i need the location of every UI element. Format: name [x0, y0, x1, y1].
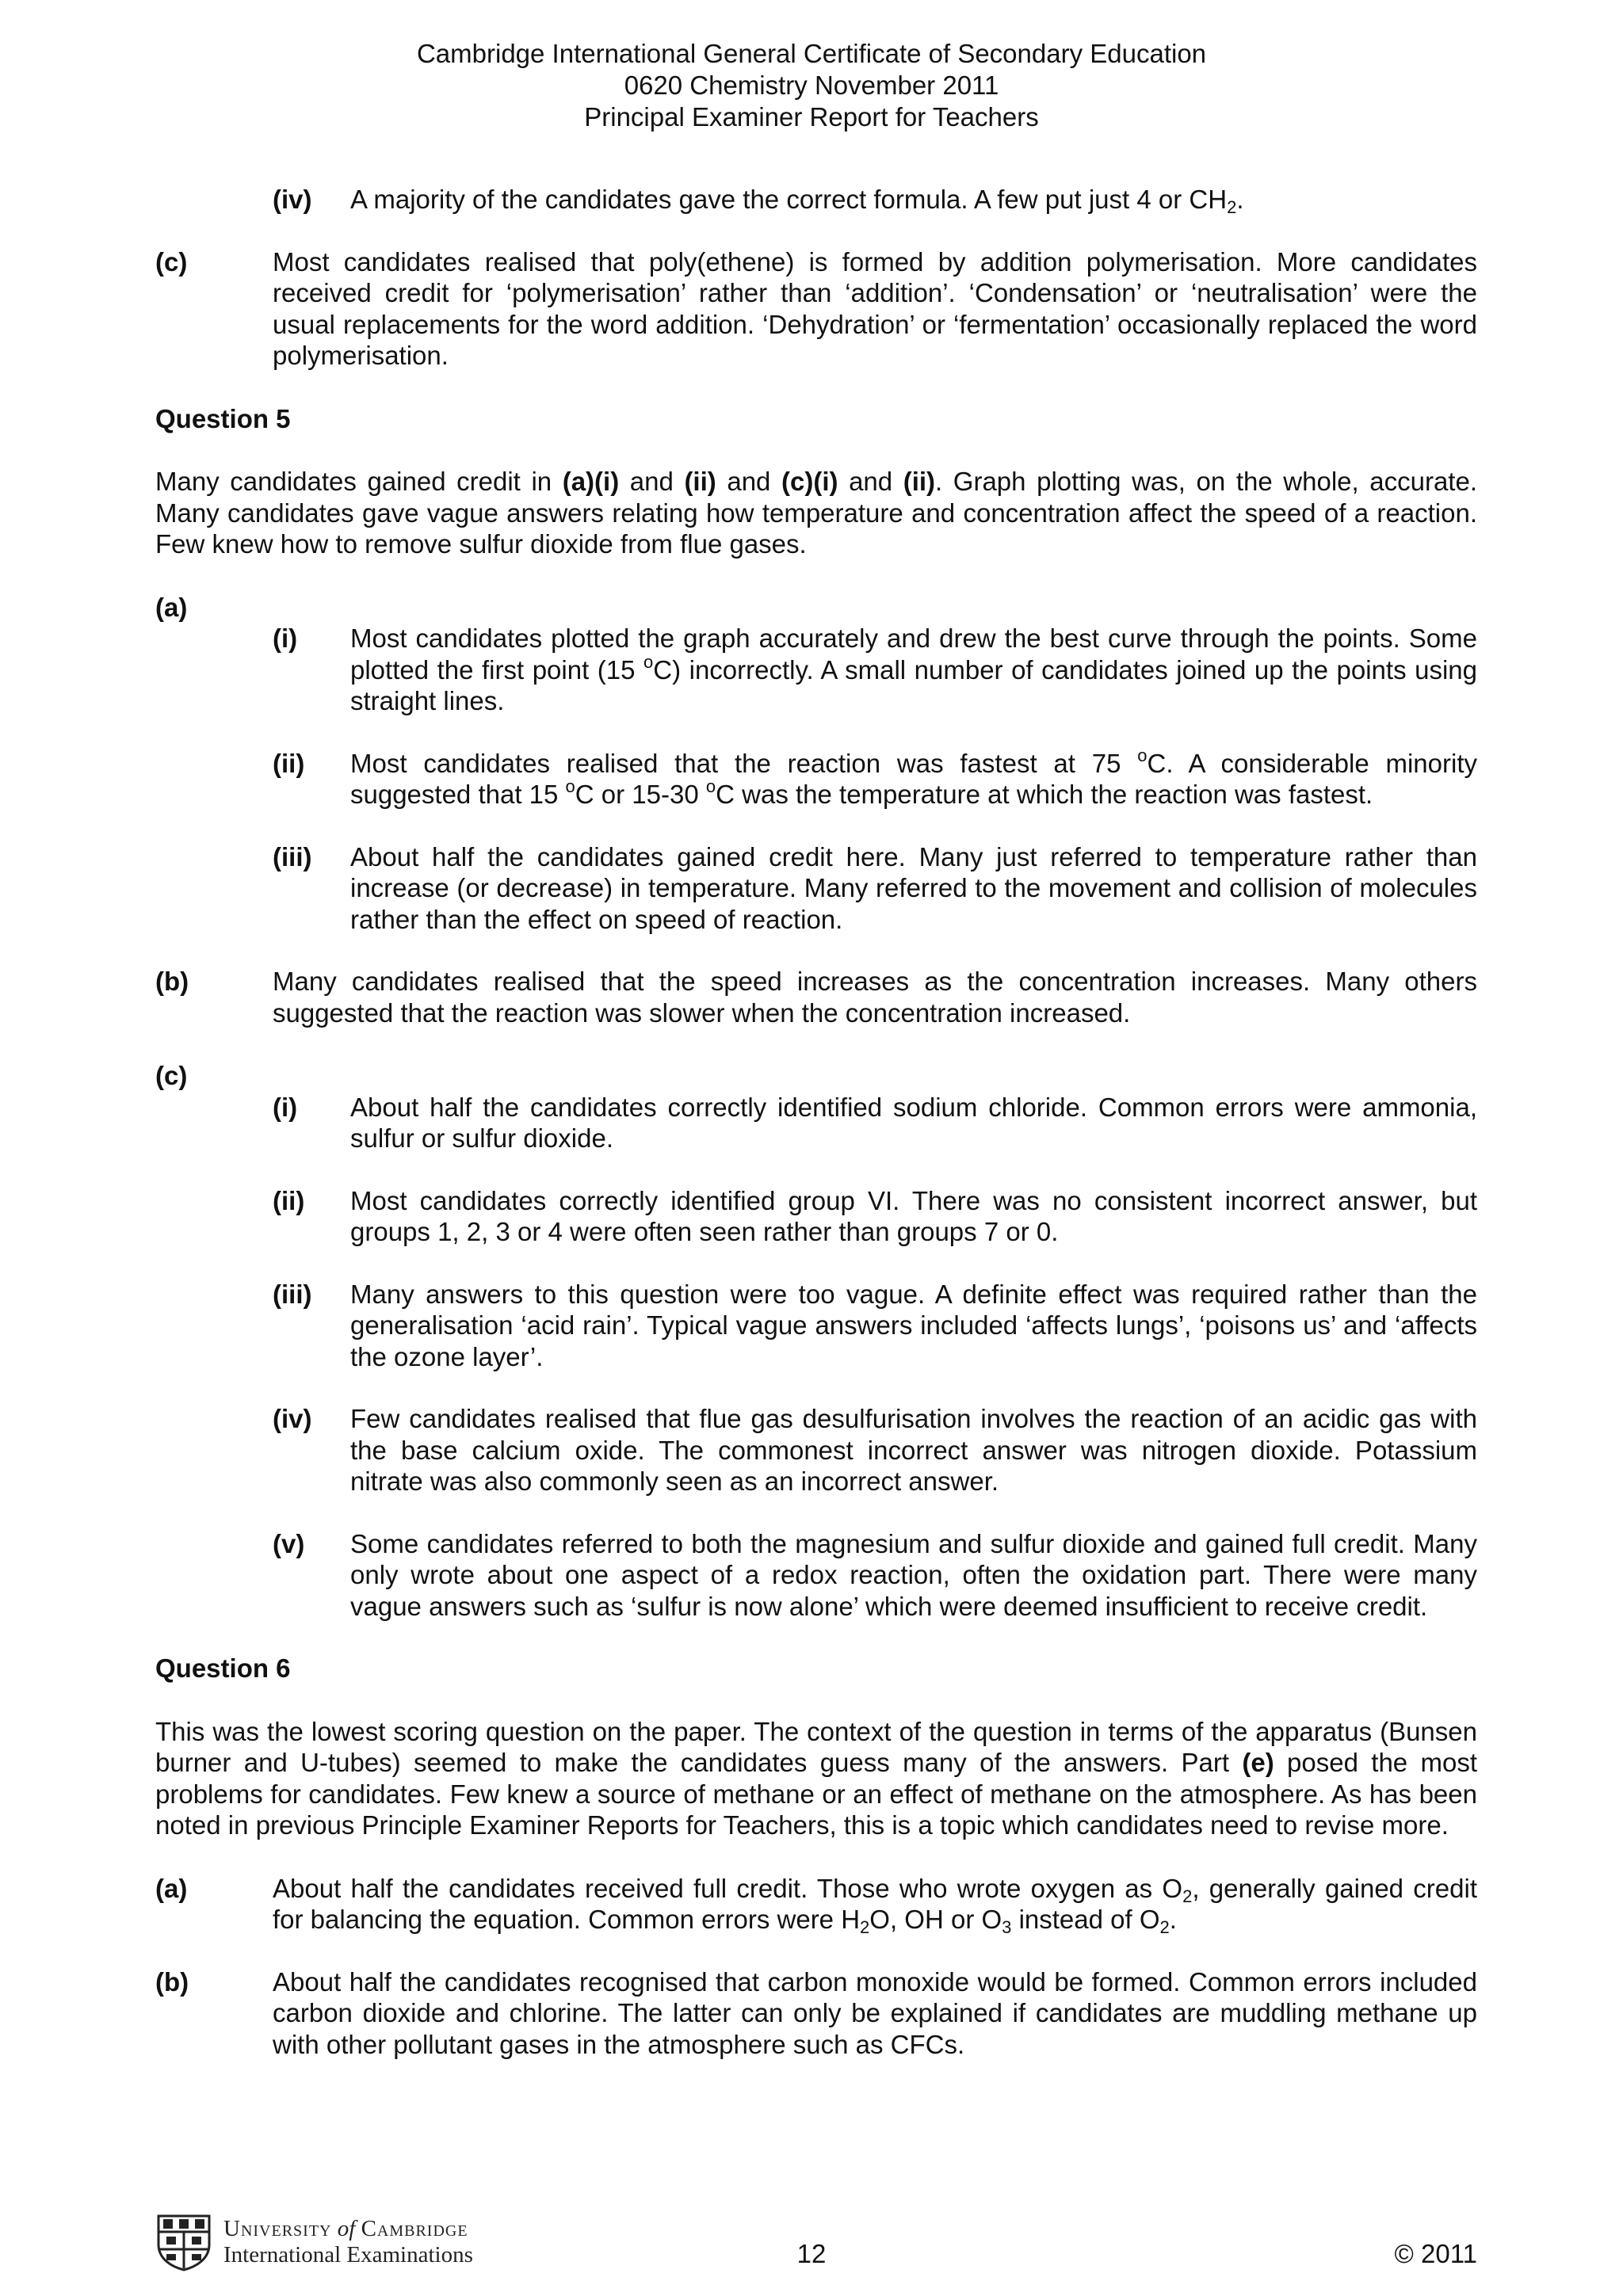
item-label: (v): [273, 1528, 305, 1558]
item-label: (iv): [273, 185, 312, 214]
q5-c-ii: [155, 1185, 1477, 1248]
q5-c-i: [155, 1092, 1477, 1154]
item-label: (iv): [273, 1404, 312, 1433]
item-text: Most candidates plotted the graph accurately and drew the best curve through the points. Some plotted the first point (15 $^o$C) incorrectly. A small number of candidates joined up the points using straight lines.: [350, 624, 1477, 715]
item-label: (ii): [273, 1185, 305, 1215]
item-text: Most candidates realised that poly(ethene) is formed by addition polymerisation. More candidates received credit for ‘polymerisation’ rather than ‘addition’. ‘Condensation’ or ‘neutralisation’ were the usual replacements for the word addition. ‘Dehydration’ or ‘fermentation’ occasionally replaced the word polymerisation.: [273, 246, 1477, 370]
q6-a: [155, 1873, 1477, 1936]
item-label: (b): [155, 1966, 189, 1997]
item-label: (iii): [273, 841, 312, 871]
question-6-heading: Question 6: [155, 1653, 291, 1683]
item-label: (ii): [273, 748, 305, 778]
item-text: About half the candidates recognised that carbon monoxide would be formed. Common errors included carbon dioxide and chlorine. The latter can only be explained if candidates are muddling methane up with other pollutant gases in the atmosphere such as CFCs.: [273, 1966, 1477, 2059]
item-label: (i): [273, 1092, 298, 1122]
q4-b-iv: [155, 184, 1477, 215]
header-line-2: 0620 Chemistry November 2011: [624, 71, 999, 100]
item-text: Some candidates referred to both the magnesium and sulfur dioxide and gained full credit. Many only wrote about one aspect of a redox reaction, often the oxidation part. There were many vague answers such as ‘sulfur is now alone’ which were deemed insufficient to receive credit.: [350, 1528, 1477, 1621]
item-label: (b): [155, 967, 189, 996]
q5-c-iv: [155, 1403, 1477, 1497]
q5-c-v: [155, 1528, 1477, 1623]
item-text: About half the candidates correctly identified sodium chloride. Common errors were ammonia, sulfur or sulfur dioxide.: [350, 1092, 1477, 1153]
q5-intro: Many candidates gained credit in (a)(i) and (ii) and (c)(i) and (ii). Graph plotting was, on the whole, accurate. Many candidates gave vague answers relating how temperature and concentration affect the speed of a reaction. Few knew how to remove sulfur dioxide from flue gases.: [155, 467, 1477, 559]
item-label: (a): [155, 1873, 188, 1903]
page-number: 12: [796, 2239, 827, 2268]
q5-c-iii: [155, 1279, 1477, 1373]
q5-a: [155, 592, 1477, 624]
q4-c: [155, 246, 1477, 372]
q5-a-iii: [155, 841, 1477, 936]
q6-b: [155, 1966, 1477, 2061]
question-5-heading: Question 5: [155, 403, 291, 433]
header-line-3: Principal Examiner Report for Teachers: [584, 102, 1039, 132]
item-label: (c): [155, 246, 188, 277]
item-text: About half the candidates received full credit. Those who wrote oxygen as $O_2$, generally gained credit for balancing the equation. Common errors were $H_2O$, OH or $O_3$ instead of $O_2$.: [273, 1873, 1477, 1937]
item-label: (a): [155, 592, 188, 622]
logo-line-1: University of Cambridge: [223, 2216, 468, 2241]
page-header: [0, 38, 1623, 133]
item-text: Many candidates realised that the speed increases as the concentration increases. Many others suggested that the reaction was slower when the concentration increased.: [273, 967, 1477, 1028]
item-text: Most candidates correctly identified group VI. There was no consistent incorrect answer, but groups 1, 2, 3 or 4 were often seen rather than groups 7 or 0.: [350, 1185, 1477, 1246]
item-text: Few candidates realised that flue gas desulfurisation involves the reaction of an acidic gas with the base calcium oxide. The commonest incorrect answer was nitrogen dioxide. Potassium nitrate was also commonly seen as an incorrect answer.: [350, 1404, 1477, 1496]
item-text: A majority of the candidates gave the correct formula. A few put just 4 or $CH_2$.: [350, 185, 1244, 217]
logo-line-2: International Examinations: [223, 2242, 473, 2267]
item-label: (c): [155, 1061, 188, 1090]
copyright: © 2011: [1394, 2239, 1477, 2268]
q5-a-i: [155, 623, 1477, 717]
item-text: Most candidates realised that the reaction was fastest at 75 $^o$C. A considerable minority suggested that 15 $^o$C or 15-30 $^o$C was the temperature at which the reaction was fastest.: [350, 745, 1478, 809]
q5-a-ii: [155, 745, 1478, 810]
report-body: [155, 184, 1477, 2060]
q5-c: [155, 1060, 1477, 1092]
item-label: (iii): [273, 1279, 312, 1309]
header-line-1: Cambridge International General Certificate of Secondary Education: [416, 39, 1207, 68]
item-text: Many answers to this question were too vague. A definite effect was required rather than the generalisation ‘acid rain’. Typical vague answers included ‘affects lungs’, ‘poisons us’ and ‘affects the ozone layer’.: [350, 1279, 1477, 1371]
item-text: About half the candidates gained credit here. Many just referred to temperature rather than increase (or decrease) in temperature. Many referred to the movement and collision of molecules rather than the effect on speed of reaction.: [350, 841, 1477, 934]
q5-b: [155, 966, 1477, 1028]
q6-intro: This was the lowest scoring question on the paper. The context of the question in terms of the apparatus (Bunsen burner and U-tubes) seemed to make the candidates guess many of the answers. Part (e) posed the most problems for candidates. Few knew a source of methane or an effect of methane on the atmosphere. As has been noted in previous Principle Examiner Reports for Teachers, this is a topic which candidates need to revise more.: [155, 1716, 1477, 1840]
item-label: (i): [273, 624, 298, 653]
